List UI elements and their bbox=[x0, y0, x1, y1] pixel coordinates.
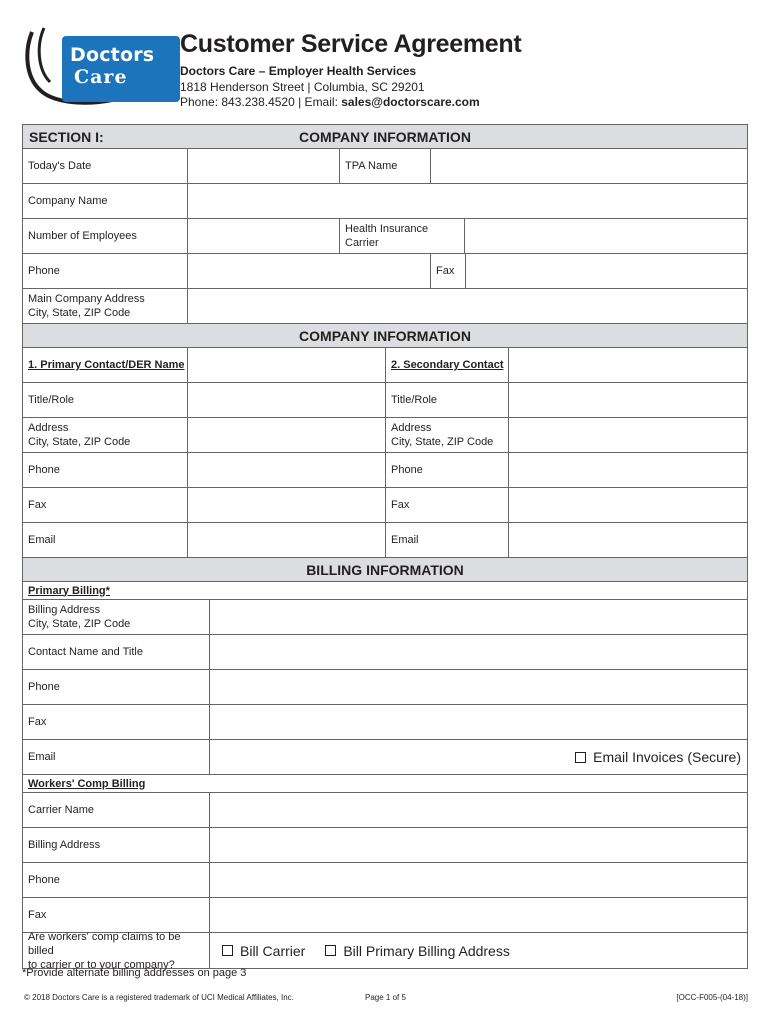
wc-billing-subheader bbox=[23, 775, 747, 793]
email-invoices-checkbox[interactable] bbox=[575, 752, 586, 763]
form-row bbox=[23, 184, 747, 219]
carrier-name-label: Carrier Name bbox=[23, 793, 210, 827]
primary-contact-label bbox=[23, 348, 188, 382]
form-row bbox=[23, 289, 747, 324]
form-row bbox=[23, 149, 747, 184]
form-row bbox=[23, 670, 747, 705]
fax-field[interactable] bbox=[466, 254, 747, 288]
form-row bbox=[23, 793, 747, 828]
doctors-care-logo bbox=[22, 22, 162, 110]
primary-fax-field[interactable] bbox=[188, 488, 386, 522]
wc-fax-field[interactable] bbox=[210, 898, 747, 932]
form-row bbox=[23, 348, 747, 383]
bill-carrier-text: Bill Carrier bbox=[240, 942, 306, 959]
primary-fax-label: Fax bbox=[23, 488, 188, 522]
wc-billing-address-field[interactable] bbox=[210, 828, 747, 862]
page-title: Customer Service Agreement bbox=[180, 30, 522, 58]
agreement-form bbox=[22, 124, 748, 969]
main-address-field[interactable] bbox=[188, 289, 747, 323]
primary-contact-field[interactable] bbox=[188, 348, 386, 382]
primary-phone-field[interactable] bbox=[188, 453, 386, 487]
form-row bbox=[23, 523, 747, 558]
primary-email-field[interactable] bbox=[188, 523, 386, 557]
billing-address-label: Billing Address City, State, ZIP Code bbox=[23, 600, 210, 634]
wc-billing-label: Workers' Comp Billing bbox=[28, 777, 146, 790]
secondary-address-label: Address City, State, ZIP Code bbox=[386, 418, 509, 452]
bill-primary-checkbox[interactable] bbox=[325, 945, 336, 956]
tpa-name-field[interactable] bbox=[431, 149, 747, 183]
company-name-field[interactable] bbox=[188, 184, 747, 218]
carrier-name-field[interactable] bbox=[210, 793, 747, 827]
form-row bbox=[23, 898, 747, 933]
form-row bbox=[23, 828, 747, 863]
primary-contact-text: 1. Primary Contact/DER Name bbox=[28, 359, 185, 371]
billing-phone-label: Phone bbox=[23, 670, 210, 704]
billing-phone-field[interactable] bbox=[210, 670, 747, 704]
fax-label: Fax bbox=[431, 254, 466, 288]
section-title: COMPANY INFORMATION bbox=[299, 328, 471, 344]
bill-primary-option[interactable] bbox=[325, 944, 510, 958]
primary-title-field[interactable] bbox=[188, 383, 386, 417]
form-row bbox=[23, 930, 747, 971]
contact-name-label: Contact Name and Title bbox=[23, 635, 210, 669]
logo-text-doctors: Doctors bbox=[70, 44, 155, 66]
bill-carrier-checkbox[interactable] bbox=[222, 945, 233, 956]
company-contact bbox=[180, 95, 480, 109]
logo-text-care: Care bbox=[74, 66, 128, 88]
form-row bbox=[23, 418, 747, 453]
section-company-info-header bbox=[23, 125, 747, 149]
todays-date-field[interactable] bbox=[188, 149, 340, 183]
secondary-phone-label: Phone bbox=[386, 453, 509, 487]
form-row bbox=[23, 453, 747, 488]
wc-fax-label: Fax bbox=[23, 898, 210, 932]
secondary-title-field[interactable] bbox=[509, 383, 747, 417]
billing-email-label: Email bbox=[23, 740, 210, 774]
form-row bbox=[23, 219, 747, 254]
primary-phone-label: Phone bbox=[23, 453, 188, 487]
form-row bbox=[23, 488, 747, 523]
billing-fax-field[interactable] bbox=[210, 705, 747, 739]
primary-billing-label: Primary Billing* bbox=[28, 584, 110, 597]
bill-carrier-option[interactable] bbox=[222, 944, 305, 958]
secondary-contact-label bbox=[386, 348, 509, 382]
company-address: 1818 Henderson Street | Columbia, SC 29201 bbox=[180, 80, 425, 94]
billing-address-field[interactable] bbox=[210, 600, 747, 634]
company-name: Doctors Care – Employer Health Services bbox=[180, 64, 417, 78]
contact-prefix: Phone: 843.238.4520 | Email: bbox=[180, 95, 342, 109]
bill-primary-text: Bill Primary Billing Address bbox=[343, 942, 510, 959]
secondary-contact-field[interactable] bbox=[509, 348, 747, 382]
claims-question-label: Are workers' comp claims to be billed to carrier or to your company? bbox=[23, 933, 210, 968]
form-row bbox=[23, 635, 747, 670]
alternate-billing-note: *Provide alternate billing addresses on page 3 bbox=[22, 967, 247, 979]
main-address-label: Main Company Address City, State, ZIP Code bbox=[23, 289, 188, 323]
footer-form-code: [OCC-F005-(04-18)] bbox=[676, 993, 748, 1002]
health-carrier-label: Health Insurance Carrier bbox=[340, 219, 465, 253]
section-billing-header bbox=[23, 558, 747, 582]
primary-title-label: Title/Role bbox=[23, 383, 188, 417]
section-title: BILLING INFORMATION bbox=[306, 562, 464, 578]
email-invoices-option[interactable] bbox=[575, 750, 741, 764]
todays-date-label: Today's Date bbox=[23, 149, 188, 183]
secondary-phone-field[interactable] bbox=[509, 453, 747, 487]
phone-label: Phone bbox=[23, 254, 188, 288]
form-row bbox=[23, 863, 747, 898]
secondary-address-field[interactable] bbox=[509, 418, 747, 452]
email-invoices-text: Email Invoices (Secure) bbox=[593, 749, 741, 765]
tpa-name-label: TPA Name bbox=[340, 149, 431, 183]
secondary-fax-field[interactable] bbox=[509, 488, 747, 522]
health-carrier-field[interactable] bbox=[465, 219, 747, 253]
num-employees-label: Number of Employees bbox=[23, 219, 188, 253]
company-name-label: Company Name bbox=[23, 184, 188, 218]
section-label: SECTION I: bbox=[29, 129, 104, 145]
secondary-contact-text: 2. Secondary Contact bbox=[391, 359, 504, 371]
section-title: COMPANY INFORMATION bbox=[299, 129, 471, 145]
secondary-title-label: Title/Role bbox=[386, 383, 509, 417]
form-row bbox=[23, 254, 747, 289]
wc-phone-field[interactable] bbox=[210, 863, 747, 897]
primary-address-field[interactable] bbox=[188, 418, 386, 452]
secondary-fax-label: Fax bbox=[386, 488, 509, 522]
form-row bbox=[23, 740, 747, 775]
primary-address-label: Address City, State, ZIP Code bbox=[23, 418, 188, 452]
wc-phone-label: Phone bbox=[23, 863, 210, 897]
form-row bbox=[23, 383, 747, 418]
section-contacts-header bbox=[23, 324, 747, 348]
contact-name-field[interactable] bbox=[210, 635, 747, 669]
secondary-email-field[interactable] bbox=[509, 523, 747, 557]
num-employees-field[interactable] bbox=[188, 219, 340, 253]
secondary-email-label: Email bbox=[386, 523, 509, 557]
phone-field[interactable] bbox=[188, 254, 431, 288]
primary-billing-subheader bbox=[23, 582, 747, 600]
footer-copyright: © 2018 Doctors Care is a registered trademark of UCI Medical Affiliates, Inc. bbox=[24, 993, 294, 1002]
form-row bbox=[23, 600, 747, 635]
sales-email: sales@doctorscare.com bbox=[341, 95, 480, 109]
claims-options bbox=[210, 933, 747, 968]
form-row bbox=[23, 705, 747, 740]
footer-page-number: Page 1 of 5 bbox=[365, 993, 406, 1002]
billing-email-field[interactable] bbox=[210, 740, 747, 774]
billing-fax-label: Fax bbox=[23, 705, 210, 739]
primary-email-label: Email bbox=[23, 523, 188, 557]
wc-billing-address-label: Billing Address bbox=[23, 828, 210, 862]
